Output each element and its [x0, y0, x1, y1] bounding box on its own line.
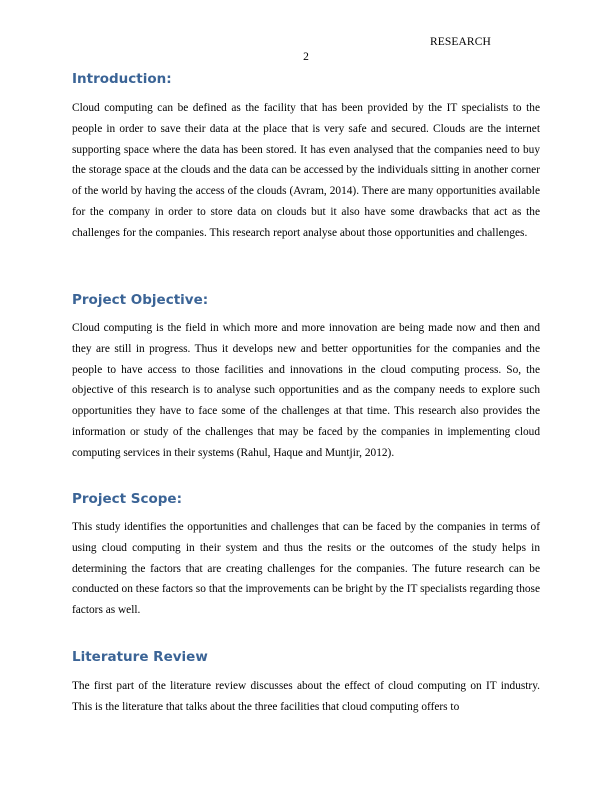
heading-introduction: Introduction: — [72, 71, 172, 87]
paragraph-project-objective: Cloud computing is the field in which more and more innovation are being made now and then and they are still in progress. Thus it develops new and better opportunities for the companies and the people to have access to those facilities and innovations in the cloud computing process. So, the objective of this research is to analyse such opportunities and as the company needs to explore such opportunities they have to face some of the challenges at that time. This research also provides the information or study of the challenges that may be faced by the companies in implementing cloud computing services in their systems (Rahul, Haque and Muntjir, 2012). — [72, 322, 540, 459]
running-head: RESEARCH — [430, 36, 491, 48]
paragraph-literature-review: The first part of the literature review discusses about the effect of cloud computing on IT industry. This is the literature that talks about the three facilities that cloud computing offers to — [72, 680, 540, 713]
heading-project-objective: Project Objective: — [72, 292, 209, 308]
heading-project-scope: Project Scope: — [72, 491, 182, 507]
page-number: 2 — [303, 51, 309, 63]
heading-literature-review: Literature Review — [72, 649, 208, 665]
paragraph-introduction: Cloud computing can be defined as the facility that has been provided by the IT specialists to the people in order to save their data at the place that is very safe and secured. Clouds are the internet supporting space where the data has been stored. It has even analysed that the companies need to buy the storage space at the clouds and the data can be accessed by the individuals sitting in another corner of the world by having the access of the clouds (Avram, 2014). There are many opportunities available for the company in order to store data on clouds but it also have some drawbacks that act as the challenges for the companies. This research report analyse about those opportunities and challenges. — [72, 102, 540, 239]
paragraph-project-scope: This study identifies the opportunities and challenges that can be faced by the companies in terms of using cloud computing in their system and thus the resits or the outcomes of the study helps in determining the factors that are creating challenges for the companies. The future research can be conducted on these factors so that the improvements can be bright by the IT specialists regarding those factors as well. — [72, 521, 540, 617]
